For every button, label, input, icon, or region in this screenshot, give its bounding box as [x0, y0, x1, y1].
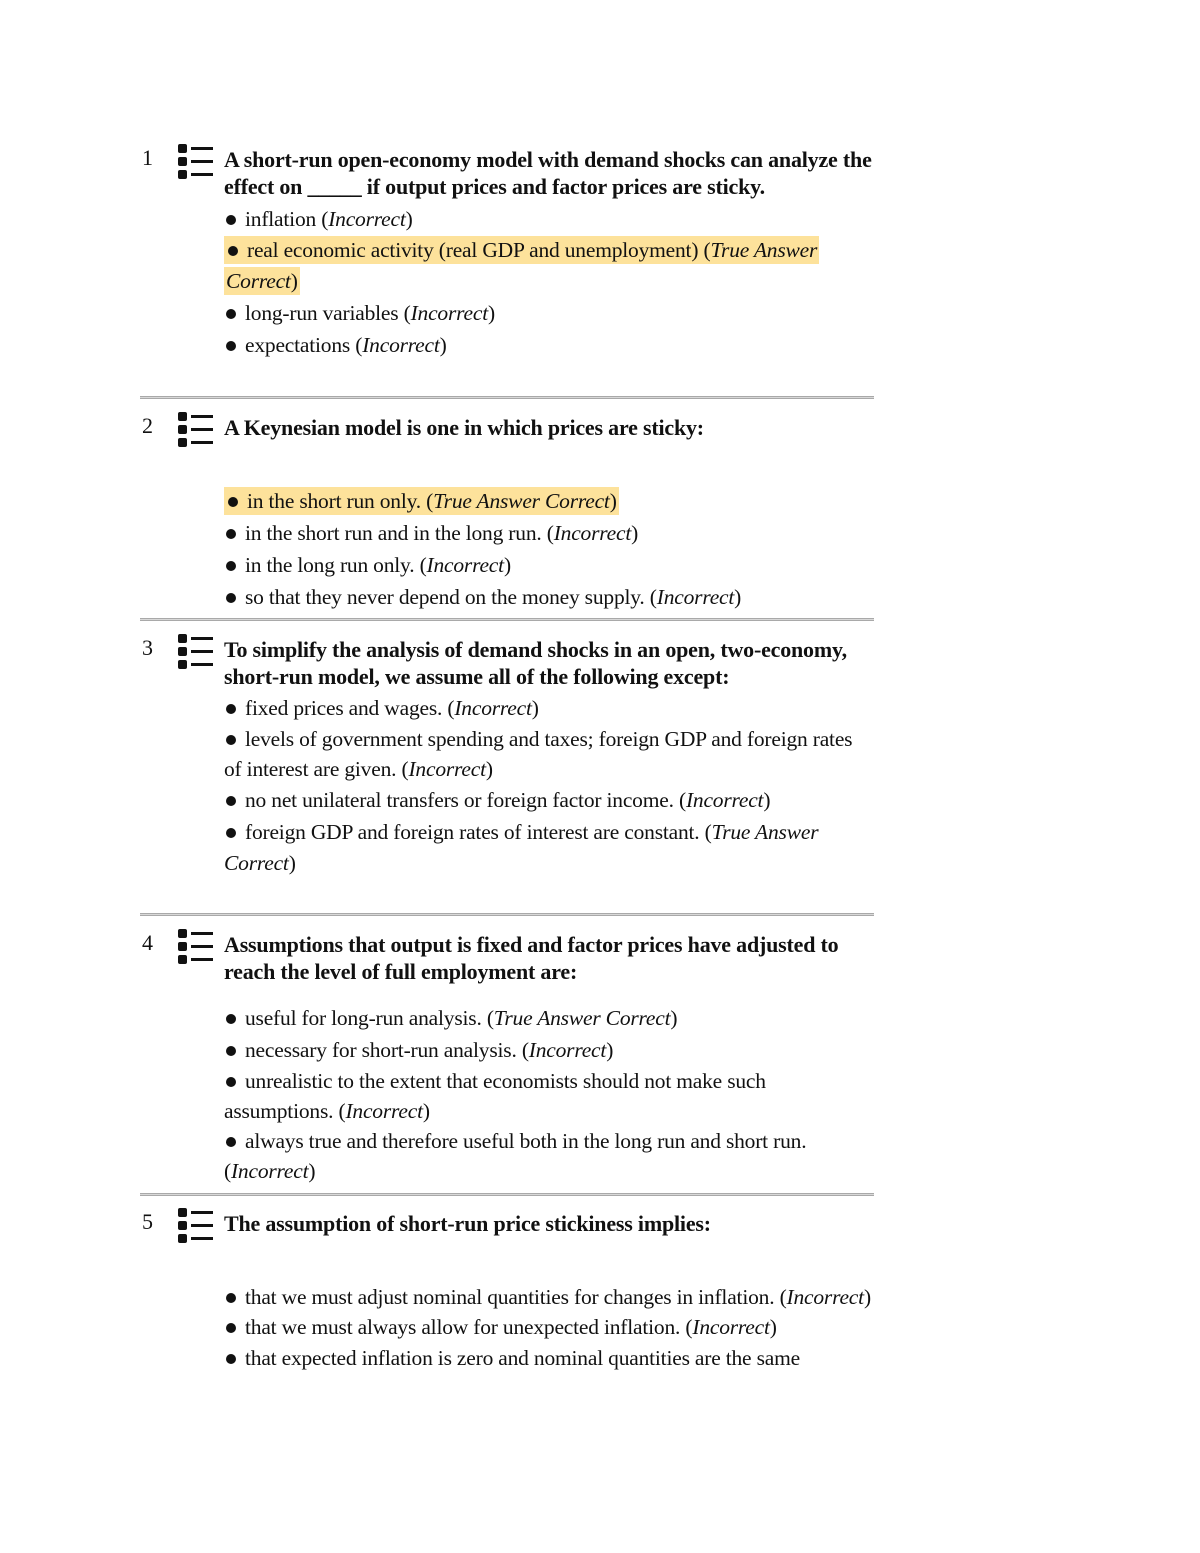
answer-option: that expected inflation is zero and nominal quantities are the same: [224, 1343, 874, 1373]
multiple-choice-list-icon: [176, 410, 218, 452]
answer-option: always true and therefore useful both in the long run and short run. (Incorrect): [224, 1129, 807, 1183]
answer-options: [224, 1282, 874, 1373]
answer-option: inflation (Incorrect): [224, 203, 874, 235]
question-number: 2: [142, 413, 153, 438]
answer-option: necessary for short-run analysis. (Incorrect): [224, 1035, 874, 1066]
question-2: [140, 414, 874, 613]
question-divider: [140, 913, 874, 916]
answer-verdict: Incorrect: [230, 1159, 309, 1183]
answer-verdict: Incorrect: [410, 301, 488, 325]
answer-verdict: Incorrect: [362, 333, 440, 357]
question-3: [140, 636, 874, 879]
multiple-choice-list-icon: [176, 632, 218, 674]
correct-answer-highlight: in the short run only. (True Answer Correct): [224, 487, 619, 515]
answer-verdict: True Answer Correct: [493, 1006, 671, 1030]
bullet-icon: [228, 246, 238, 256]
question-5: [140, 1210, 874, 1373]
answer-verdict: Incorrect: [426, 553, 504, 577]
answer-options: [224, 485, 874, 613]
answer-verdict: Incorrect: [692, 1315, 770, 1339]
question-number: 1: [142, 145, 153, 170]
answer-option: levels of government spending and taxes; foreign GDP and foreign rates of interest are given. (Incorrect): [224, 727, 853, 781]
question-text: To simplify the analysis of demand shocks in an open, two-economy, short-run model, we assume all of the following except:: [224, 637, 847, 689]
question-number: 4: [142, 930, 153, 955]
answer-verdict: Incorrect: [408, 757, 486, 781]
bullet-icon: [226, 1354, 236, 1364]
answer-option: so that they never depend on the money supply. (Incorrect): [224, 581, 874, 613]
multiple-choice-list-icon: [176, 927, 218, 969]
question-text: A short-run open-economy model with demand shocks can analyze the effect on _____ if output prices and factor prices are sticky.: [224, 147, 872, 199]
answer-option: no net unilateral transfers or foreign factor income. (Incorrect): [224, 784, 874, 817]
answer-verdict: True Answer Correct: [226, 238, 818, 293]
bullet-icon: [226, 1077, 236, 1087]
bullet-icon: [226, 215, 236, 225]
answer-options: [224, 1002, 874, 1186]
answer-option: [224, 235, 874, 297]
answer-option: long-run variables (Incorrect): [224, 297, 874, 329]
answer-options: [224, 203, 874, 361]
answer-verdict: Incorrect: [553, 521, 632, 545]
question-1: [140, 146, 874, 361]
question-divider: [140, 618, 874, 621]
answer-verdict: True Answer Correct: [433, 489, 610, 513]
answer-verdict: Incorrect: [328, 207, 406, 231]
question-divider: [140, 396, 874, 399]
bullet-icon: [226, 529, 236, 539]
answer-option: that we must always allow for unexpected inflation. (Incorrect): [224, 1312, 874, 1343]
question-4: [140, 931, 874, 1186]
question-text: Assumptions that output is fixed and factor prices have adjusted to reach the level of full employment are:: [224, 932, 839, 984]
answer-option: in the long run only. (Incorrect): [224, 549, 874, 581]
bullet-icon: [226, 1323, 236, 1333]
answer-option: in the short run and in the long run. (Incorrect): [224, 517, 874, 549]
question-divider: [140, 1193, 874, 1196]
answer-verdict: Incorrect: [345, 1099, 423, 1123]
bullet-icon: [226, 735, 236, 745]
answer-verdict: True Answer Correct: [224, 820, 819, 875]
question-number: 3: [142, 635, 153, 660]
answer-option: [224, 485, 874, 517]
answer-verdict: Incorrect: [656, 585, 735, 609]
answer-options: [224, 693, 874, 879]
multiple-choice-list-icon: [176, 142, 218, 184]
bullet-icon: [226, 1137, 236, 1147]
question-number: 5: [142, 1209, 153, 1234]
bullet-icon: [226, 341, 236, 351]
answer-verdict: Incorrect: [685, 788, 764, 812]
bullet-icon: [226, 1293, 236, 1303]
bullet-icon: [226, 309, 236, 319]
bullet-icon: [226, 796, 236, 806]
answer-option: useful for long-run analysis. (True Answer Correct): [224, 1002, 874, 1035]
question-text: The assumption of short-run price stickiness implies:: [224, 1211, 711, 1236]
multiple-choice-list-icon: [176, 1206, 218, 1248]
bullet-icon: [226, 828, 236, 838]
question-text: A Keynesian model is one in which prices are sticky:: [224, 415, 704, 440]
bullet-icon: [226, 1014, 236, 1024]
correct-answer-highlight: real economic activity (real GDP and unemployment) (True Answer Correct): [226, 238, 818, 293]
answer-verdict: Incorrect: [786, 1285, 864, 1309]
answer-option: expectations (Incorrect): [224, 329, 874, 361]
bullet-icon: [226, 704, 236, 714]
bullet-icon: [226, 1046, 236, 1056]
answer-option: that we must adjust nominal quantities for changes in inflation. (Incorrect): [224, 1282, 874, 1312]
answer-option: fixed prices and wages. (Incorrect): [224, 693, 874, 724]
bullet-icon: [226, 593, 236, 603]
answer-option: unrealistic to the extent that economists should not make such assumptions. (Incorrect): [224, 1069, 766, 1123]
answer-option: foreign GDP and foreign rates of interest are constant. (True Answer Correct): [224, 820, 819, 875]
bullet-icon: [228, 497, 238, 507]
answer-verdict: Incorrect: [528, 1038, 607, 1062]
bullet-icon: [226, 561, 236, 571]
answer-verdict: Incorrect: [454, 696, 532, 720]
